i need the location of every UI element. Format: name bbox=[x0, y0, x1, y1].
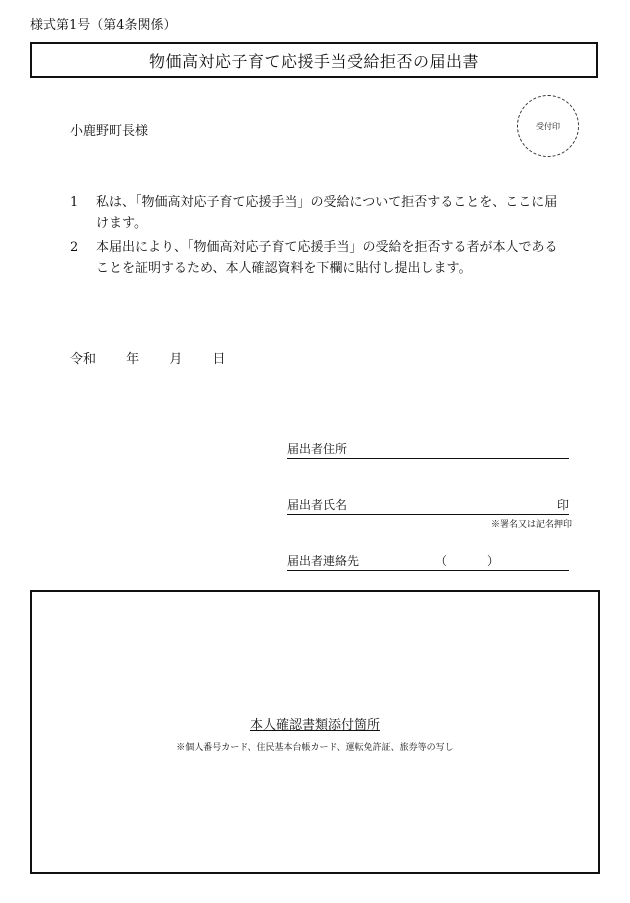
clause-number: 1 bbox=[70, 195, 79, 210]
document-title: 物価高対応子育て応援手当受給拒否の届出書 bbox=[148, 51, 479, 71]
date-month: 月 bbox=[169, 352, 183, 367]
clause-text: 私は、「物価高対応子育て応援手当」の受給について拒否することを、ここに届けます。 bbox=[96, 195, 558, 231]
seal-mark: 印 bbox=[556, 498, 569, 512]
receipt-stamp-label: 受付印 bbox=[536, 121, 560, 131]
address-field[interactable] bbox=[287, 440, 569, 459]
attachment-title bbox=[30, 714, 600, 733]
date-era: 令和 bbox=[70, 352, 97, 367]
address-label: 届出者住所 bbox=[287, 442, 348, 456]
clause-text: 本届出により、「物価高対応子育て応援手当」の受給を拒否する者が本人であることを証明するため、本人確認資料を下欄に貼付し提出します。 bbox=[96, 240, 558, 276]
receipt-stamp-circle bbox=[517, 95, 579, 157]
name-label: 届出者氏名 bbox=[287, 498, 348, 512]
contact-paren-open: （ bbox=[435, 554, 448, 568]
attachment-title-text: 本人確認書類添付箇所 bbox=[249, 718, 380, 733]
name-field[interactable] bbox=[287, 496, 569, 515]
form-number: 様式第1号（第4条関係） bbox=[30, 18, 177, 33]
date-year: 年 bbox=[126, 352, 140, 367]
signature-note: ※署名又は記名押印 bbox=[490, 520, 572, 530]
contact-field[interactable] bbox=[287, 552, 569, 571]
date-day: 日 bbox=[212, 352, 226, 367]
date-row bbox=[70, 348, 225, 367]
title-box bbox=[30, 42, 598, 78]
attachment-note: ※個人番号カード、住民基本台帳カード、運転免許証、旅券等の写し bbox=[176, 743, 454, 753]
contact-paren-close: ） bbox=[487, 554, 500, 568]
clause-number: 2 bbox=[70, 240, 79, 255]
addressee: 小鹿野町長様 bbox=[70, 124, 149, 139]
contact-label: 届出者連絡先 bbox=[287, 554, 360, 568]
clause-1 bbox=[70, 192, 570, 234]
clause-2 bbox=[70, 237, 570, 279]
